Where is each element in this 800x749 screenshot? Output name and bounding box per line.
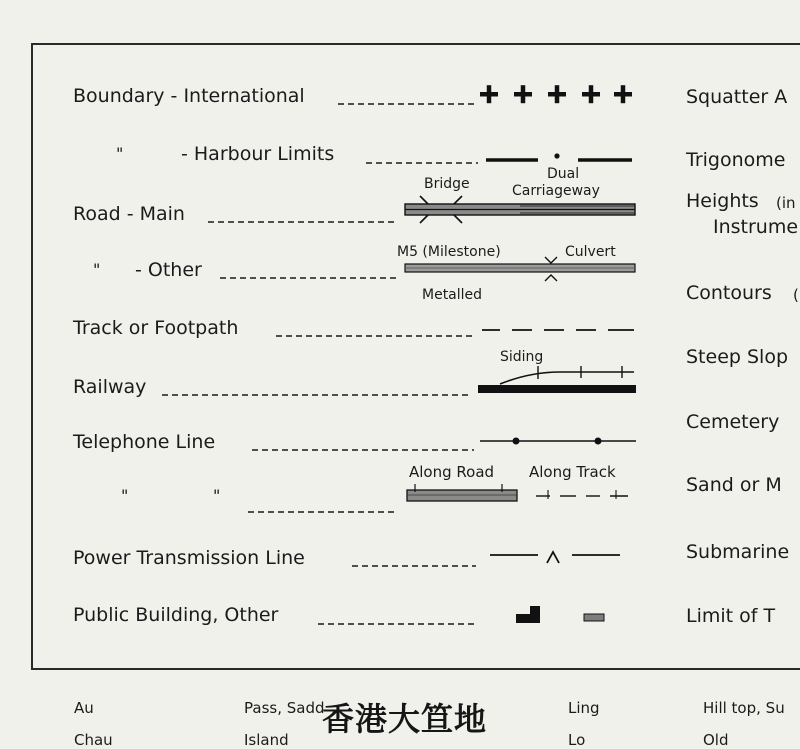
- label-power-line: Power Transmission Line: [73, 547, 305, 569]
- telephone-along-road-symbol: [407, 484, 517, 501]
- road-main-symbol: [405, 196, 635, 223]
- leader-lines: [162, 104, 478, 624]
- label-squatter-area: Squatter A: [686, 86, 788, 108]
- label-sand-or-mud: Sand or M: [686, 474, 782, 496]
- label-steep-slope: Steep Slop: [686, 346, 789, 368]
- annotation-metalled: Metalled: [422, 287, 483, 303]
- label-road-other: - Other: [135, 259, 202, 281]
- annotation-along-road: Along Road: [409, 463, 495, 481]
- label-telephone-line: Telephone Line: [73, 431, 216, 453]
- watermark: 香港大笪地: [322, 700, 488, 738]
- annotation-bridge: Bridge: [424, 176, 470, 192]
- ditto-mark: ": [116, 144, 124, 163]
- public-building-symbol: [516, 606, 604, 623]
- glossary-term: Hill top, Su: [703, 699, 785, 717]
- label-contours-paren: (: [793, 286, 799, 304]
- glossary-term: Island: [244, 731, 289, 749]
- power-transmission-symbol: [490, 552, 620, 563]
- railway-symbol: [478, 366, 636, 389]
- annotation-along-track: Along Track: [529, 463, 616, 481]
- label-limit: Limit of T: [686, 605, 776, 627]
- glossary-term: Chau: [74, 731, 113, 749]
- label-harbour-limits: - Harbour Limits: [181, 143, 335, 165]
- glossary-term: Lo: [568, 731, 586, 749]
- label-heights-paren: (in: [776, 194, 796, 212]
- glossary-term: Old: [703, 731, 729, 749]
- label-public-building: Public Building, Other: [73, 604, 279, 626]
- label-submarine: Submarine: [686, 541, 790, 563]
- label-road-main: Road - Main: [73, 203, 185, 225]
- annotation-carriageway: Carriageway: [512, 183, 600, 199]
- boundary-international-symbol: [480, 85, 632, 103]
- label-boundary-international: Boundary - International: [73, 85, 305, 107]
- glossary-term: Pass, Sadd: [244, 699, 325, 717]
- label-cemetery: Cemetery: [686, 411, 780, 433]
- label-instrumental: Instrume: [713, 216, 799, 238]
- ditto-mark: ": [213, 486, 221, 505]
- road-other-symbol: [405, 257, 635, 281]
- annotation-culvert: Culvert: [565, 244, 616, 260]
- label-track-footpath: Track or Footpath: [73, 317, 239, 339]
- glossary-term: Ling: [568, 699, 600, 717]
- label-trigonometrical: Trigonome: [686, 149, 786, 171]
- label-heights: Heights: [686, 190, 759, 212]
- annotation-milestone: M5 (Milestone): [397, 244, 501, 260]
- annotation-siding: Siding: [500, 349, 544, 365]
- telephone-line-symbol: [480, 438, 636, 444]
- glossary-term: Au: [74, 699, 94, 717]
- label-railway: Railway: [73, 376, 147, 398]
- harbour-limits-symbol: [486, 153, 632, 160]
- telephone-along-track-symbol: [536, 490, 628, 499]
- annotation-dual: Dual: [547, 166, 580, 182]
- label-contours: Contours: [686, 282, 772, 304]
- ditto-mark: ": [93, 260, 101, 279]
- ditto-mark: ": [121, 486, 129, 505]
